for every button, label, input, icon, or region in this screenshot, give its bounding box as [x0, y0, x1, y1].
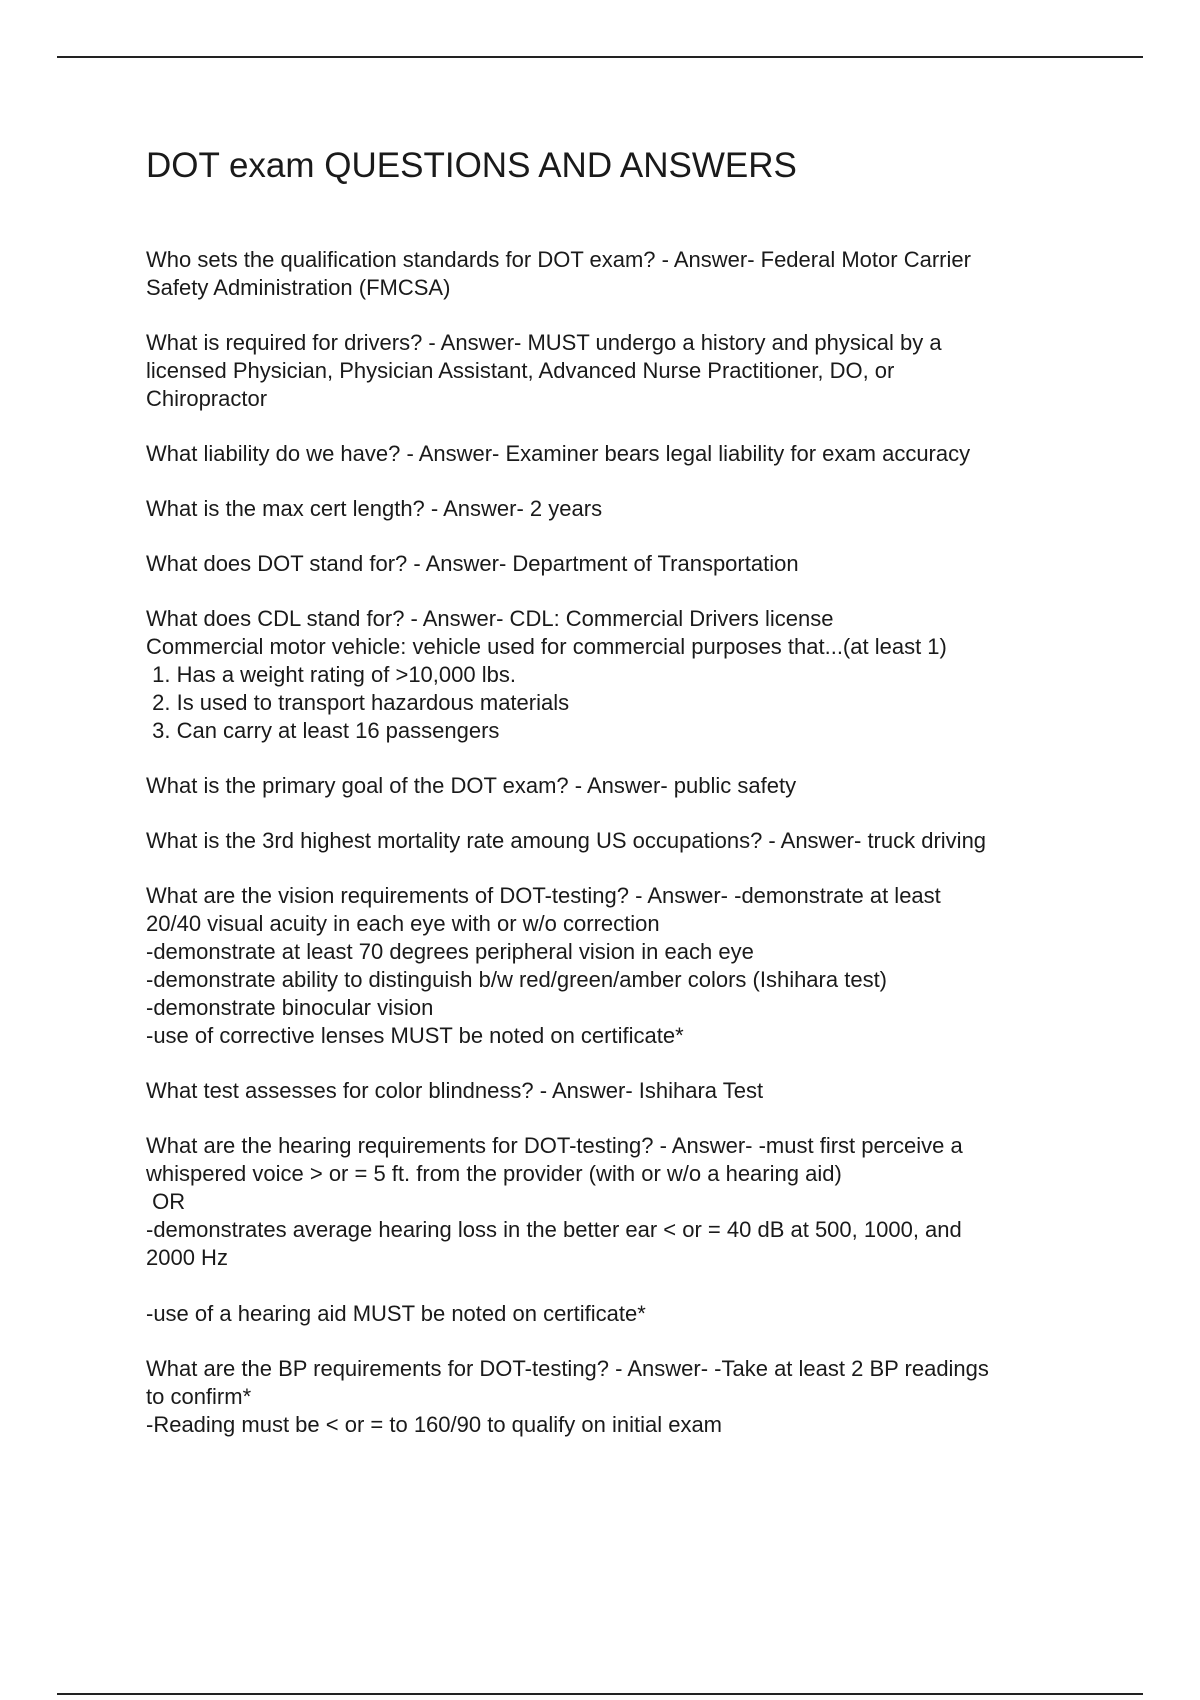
bottom-divider — [57, 1693, 1143, 1695]
qa-line: 20/40 visual acuity in each eye with or w/o correction — [146, 911, 660, 936]
qa-line: Chiropractor — [146, 386, 268, 411]
qa-line: whispered voice > or = 5 ft. from the provider (with or w/o a hearing aid) — [146, 1161, 842, 1186]
qa-line: What liability do we have? - Answer- Examiner bears legal liability for exam accuracy — [146, 441, 971, 466]
qa-entry — [146, 882, 1106, 1050]
qa-line: -demonstrates average hearing loss in the better ear < or = 40 dB at 500, 1000, and — [146, 1217, 962, 1242]
qa-entry — [146, 1355, 1106, 1439]
qa-line: What is required for drivers? - Answer- MUST undergo a history and physical by a — [146, 330, 942, 355]
qa-line: What test assesses for color blindness? - Answer- Ishihara Test — [146, 1078, 764, 1103]
qa-line: -demonstrate at least 70 degrees peripheral vision in each eye — [146, 939, 754, 964]
qa-line: Who sets the qualification standards for DOT exam? - Answer- Federal Motor Carrier — [146, 247, 971, 272]
qa-entry — [146, 1077, 1106, 1105]
qa-line: What does CDL stand for? - Answer- CDL: Commercial Drivers license — [146, 606, 834, 631]
page-title: DOT exam QUESTIONS AND ANSWERS — [146, 146, 797, 185]
qa-line: -Reading must be < or = to 160/90 to qualify on initial exam — [146, 1412, 723, 1437]
qa-line: What are the BP requirements for DOT-testing? - Answer- -Take at least 2 BP readings — [146, 1356, 989, 1381]
qa-line: What does DOT stand for? - Answer- Department of Transportation — [146, 551, 799, 576]
qa-line — [146, 1272, 1106, 1300]
qa-list — [146, 246, 1106, 1439]
qa-line: -use of corrective lenses MUST be noted on certificate* — [146, 1023, 684, 1048]
qa-line: What is the primary goal of the DOT exam? - Answer- public safety — [146, 773, 797, 798]
qa-entry — [146, 1132, 1106, 1328]
qa-line: What are the hearing requirements for DOT-testing? - Answer- -must first perceive a — [146, 1133, 963, 1158]
qa-line: What are the vision requirements of DOT-testing? - Answer- -demonstrate at least — [146, 883, 941, 908]
qa-entry — [146, 329, 1106, 413]
qa-entry — [146, 495, 1106, 523]
qa-line: Commercial motor vehicle: vehicle used for commercial purposes that...(at least 1) — [146, 634, 947, 659]
qa-entry — [146, 772, 1106, 800]
qa-line: 2. Is used to transport hazardous materials — [146, 690, 570, 715]
qa-line: -demonstrate binocular vision — [146, 995, 434, 1020]
document-body — [146, 136, 1106, 1466]
qa-line: licensed Physician, Physician Assistant, Advanced Nurse Practitioner, DO, or — [146, 358, 895, 383]
qa-line: to confirm* — [146, 1384, 252, 1409]
top-divider — [57, 56, 1143, 58]
qa-entry — [146, 246, 1106, 302]
qa-entry — [146, 827, 1106, 855]
qa-line: What is the max cert length? - Answer- 2 years — [146, 496, 603, 521]
qa-entry — [146, 605, 1106, 745]
qa-line: Safety Administration (FMCSA) — [146, 275, 451, 300]
qa-line: OR — [146, 1189, 186, 1214]
qa-line: 2000 Hz — [146, 1245, 228, 1270]
qa-line: -demonstrate ability to distinguish b/w red/green/amber colors (Ishihara test) — [146, 967, 888, 992]
qa-entry — [146, 440, 1106, 468]
qa-entry — [146, 550, 1106, 578]
qa-line: 1. Has a weight rating of >10,000 lbs. — [146, 662, 516, 687]
qa-line: 3. Can carry at least 16 passengers — [146, 718, 500, 743]
qa-line: -use of a hearing aid MUST be noted on certificate* — [146, 1301, 646, 1326]
qa-line: What is the 3rd highest mortality rate amoung US occupations? - Answer- truck driving — [146, 828, 987, 853]
